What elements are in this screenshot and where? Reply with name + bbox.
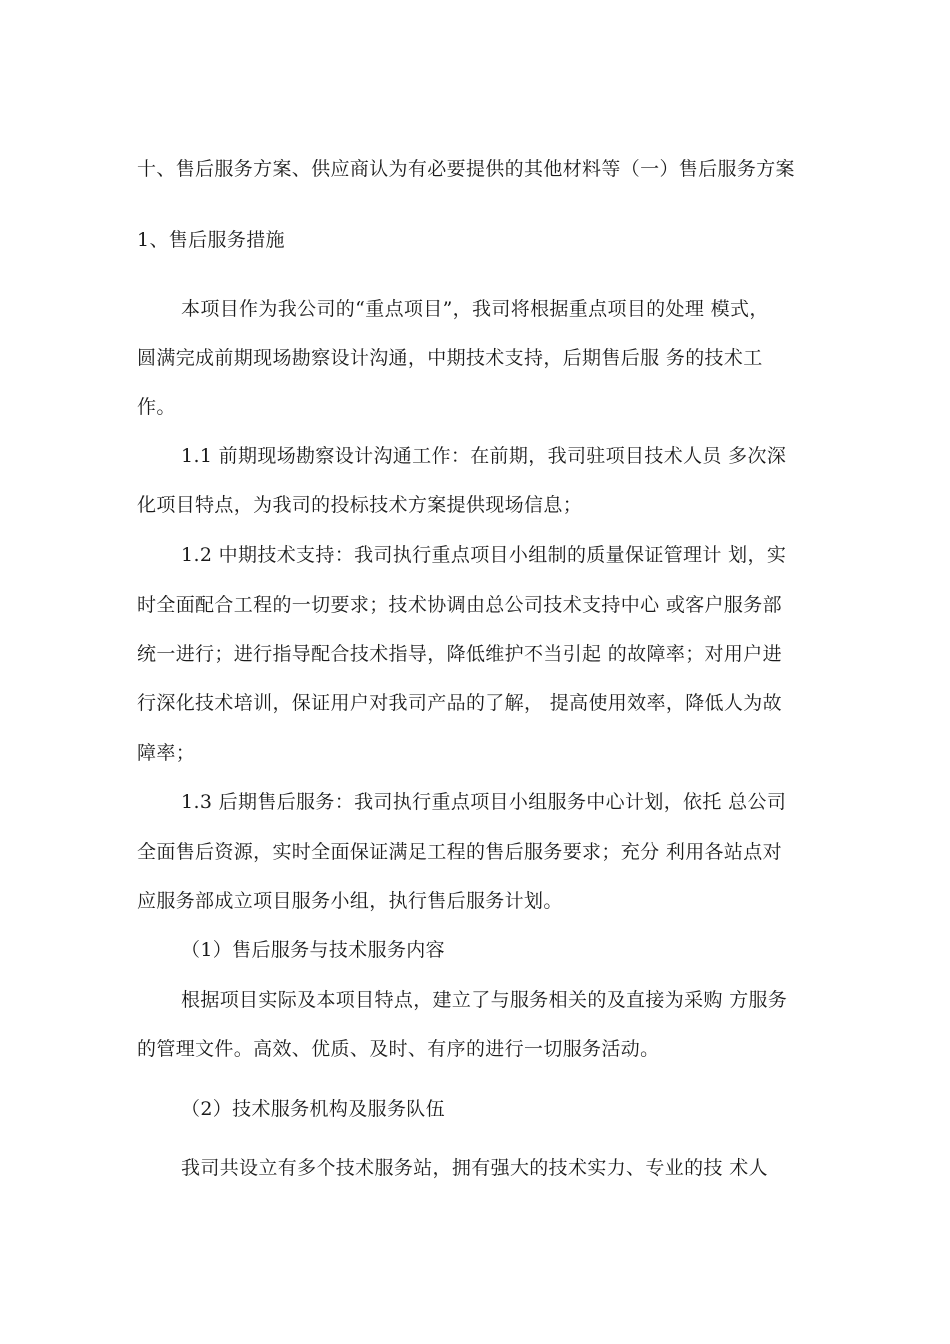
paragraph-line: 统一进行；进行指导配合技术指导，降低维护不当引起 的故障率；对用户进 [137, 643, 782, 665]
paragraph-line: 我司共设立有多个技术服务站，拥有强大的技术实力、专业的技 术人 [181, 1157, 768, 1179]
paragraph-line: 时全面配合工程的一切要求；技术协调由总公司技术支持中心 或客户服务部 [137, 594, 782, 616]
paragraph-line: 1.3 后期售后服务：我司执行重点项目小组服务中心计划，依托 总公司 [181, 791, 787, 813]
section-title: 1、售后服务措施 [137, 229, 285, 251]
paragraph-line: 行深化技术培训，保证用户对我司产品的了解， 提高使用效率，降低人为故 [137, 692, 782, 714]
paragraph-line: 障率； [137, 742, 196, 764]
paragraph-line: 本项目作为我公司的“重点项目”，我司将根据重点项目的处理 模式， [181, 298, 769, 320]
paragraph-line: 1.1 前期现场勘察设计沟通工作：在前期，我司驻项目技术人员 多次深 [181, 445, 787, 467]
paragraph-line: 的管理文件。高效、优质、及时、有序的进行一切服务活动。 [137, 1038, 660, 1060]
paragraph-line: 1.2 中期技术支持：我司执行重点项目小组制的质量保证管理计 划，实 [181, 544, 787, 566]
paragraph-line: 作。 [137, 396, 176, 418]
paragraph-line: 化项目特点，为我司的投标技术方案提供现场信息； [137, 494, 583, 516]
paragraph-line: 应服务部成立项目服务小组，执行售后服务计划。 [137, 890, 563, 912]
subsection-title-2: （2）技术服务机构及服务队伍 [181, 1098, 445, 1120]
document-heading: 十、售后服务方案、供应商认为有必要提供的其他材料等（一）售后服务方案 [137, 158, 795, 180]
paragraph-line: 根据项目实际及本项目特点，建立了与服务相关的及直接为采购 方服务 [181, 989, 788, 1011]
subsection-title-1: （1）售后服务与技术服务内容 [181, 939, 445, 961]
paragraph-line: 全面售后资源，实时全面保证满足工程的售后服务要求；充分 利用各站点对 [137, 841, 782, 863]
paragraph-line: 圆满完成前期现场勘察设计沟通，中期技术支持，后期售后服 务的技术工 [137, 347, 763, 369]
